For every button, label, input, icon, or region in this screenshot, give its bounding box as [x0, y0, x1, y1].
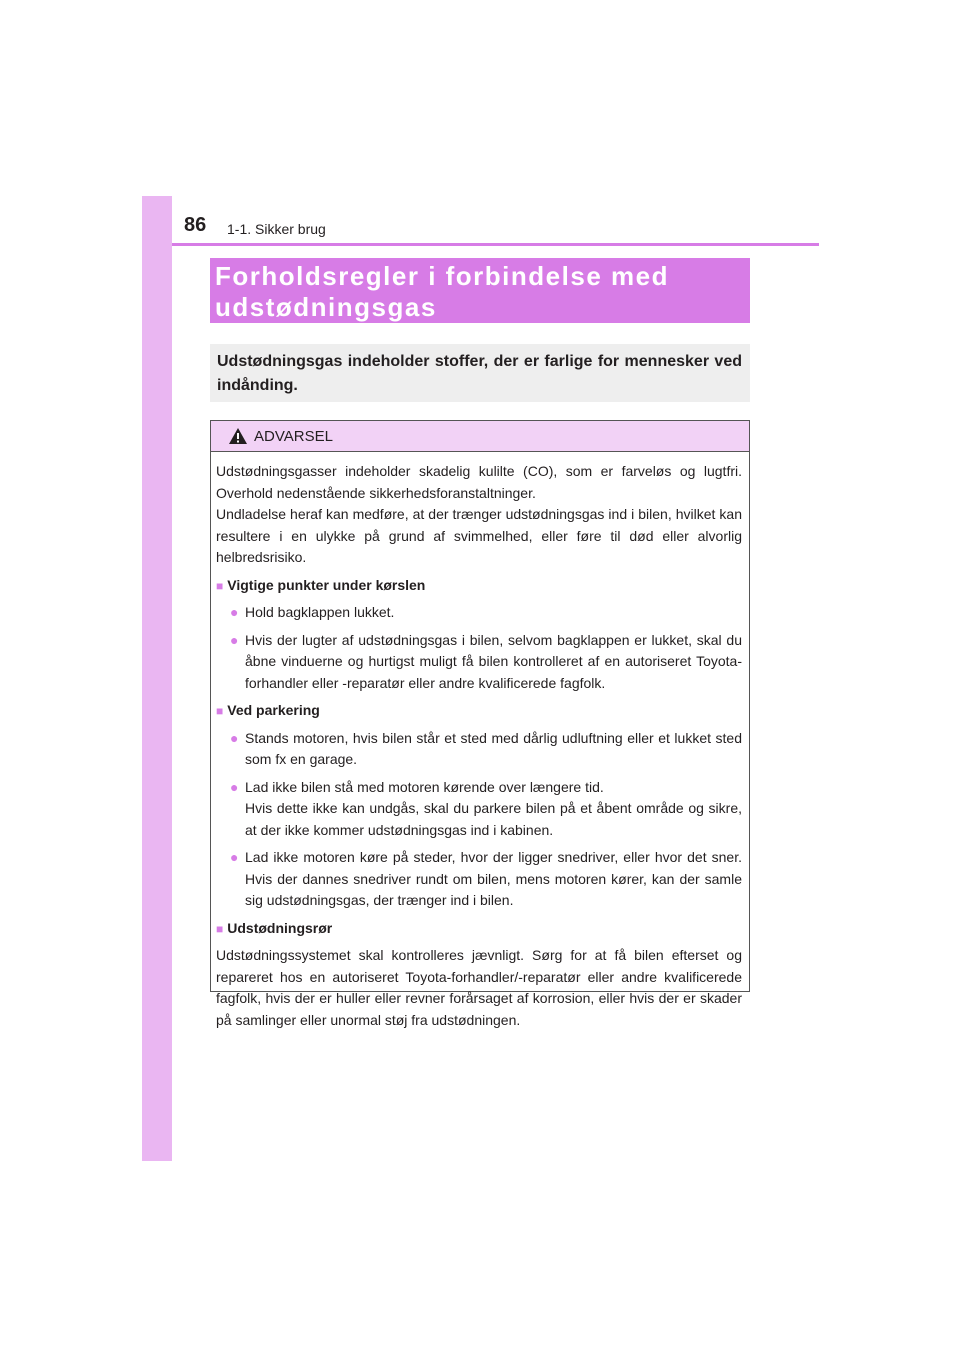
square-bullet-icon: ■ [216, 704, 224, 718]
list-item [230, 777, 742, 842]
circle-bullet-icon: ● [230, 849, 239, 865]
square-bullet-icon: ■ [216, 921, 224, 936]
section-heading-text: Ved parkering [227, 702, 320, 718]
section-heading-exhaust [216, 918, 742, 941]
list-item [230, 728, 742, 771]
side-tab-strip [142, 196, 172, 1161]
list-item [230, 602, 742, 624]
circle-bullet-icon: ● [230, 631, 239, 648]
list-item-continuation: Hvis dette ikke kan undgås, skal du parkere bilen på et åbent område og sikre, at der ikke kommer udstødningsgas ind i kabinen. [245, 800, 742, 838]
list-item-text: Stands motoren, hvis bilen står et sted med dårlig udluftning eller et lukket sted som fx en garage. [245, 729, 742, 767]
list-item-text: Lad ikke motoren køre på steder, hvor der ligger snedriver, eller hvor det sner. Hvis der dannes snedriver rundt om bilen, mens motoren kører, kan der samle sig udstødningsgas, der trænger ind i bilen. [245, 849, 742, 908]
warning-paragraph: Undladelse heraf kan medføre, at der trænger udstødningsgas ind i bilen, hvilket kan resultere i en ulykke på grund af svimmelhed, eller føre til død eller alvorlig helbredsrisiko. [216, 506, 742, 565]
page-title [215, 261, 750, 323]
list-item-text: Hold bagklappen lukket. [245, 604, 395, 620]
section-label: 1-1. Sikker brug [227, 221, 326, 237]
intro-box [210, 344, 750, 402]
warning-body [211, 452, 749, 1031]
page-title-line-1: Forholdsregler i forbindelse med [215, 261, 669, 291]
list-item-text: Lad ikke bilen stå med motoren kørende over længere tid. [245, 778, 604, 795]
list-item [230, 847, 742, 912]
section-heading-text: Vigtige punkter under kørslen [227, 576, 426, 593]
circle-bullet-icon: ● [230, 778, 239, 795]
circle-bullet-icon: ● [230, 729, 239, 746]
list-item [230, 630, 742, 695]
circle-bullet-icon: ● [230, 604, 239, 620]
square-bullet-icon: ■ [216, 578, 224, 593]
warning-triangle-icon [228, 427, 248, 445]
list-item-text: Hvis der lugter af udstødningsgas i bilen, selvom bagklappen er lukket, skal du åbne vinduerne og hurtigst muligt få bilen kontrolleret af en autoriseret Toyota-forhandler eller -reparatør eller andre kvalificerede fagfolk. [245, 631, 742, 691]
warning-box [210, 420, 750, 1028]
intro-text: Udstødningsgas indeholder stoffer, der er farlige for mennesker ved indånding. [217, 353, 742, 394]
warning-paragraph: Udstødningsgasser indeholder skadelig kulilte (CO), som er farveløs og lugtfri. Overhold nedenstående sikkerhedsforanstaltninger. [216, 463, 742, 501]
warning-header [211, 421, 749, 452]
section-text: Udstødningssystemet skal kontrolleres jævnligt. Sørg for at få bilen efterset og repareret hos en autoriseret Toyota-forhandler/-reparatør eller andre kvalificerede fagfolk, hvis der er huller eller revner forårsaget af korrosion, eller hvis der er skader på samlinger eller unormal støj fra udstødningen. [216, 947, 742, 1028]
page-title-line-2: udstødningsgas [215, 292, 437, 322]
page-title-box [210, 258, 750, 323]
page-number: 86 [184, 214, 207, 236]
section-heading-text: Udstødningsrør [227, 919, 333, 936]
header-rule [172, 243, 819, 246]
section-heading-driving [216, 575, 742, 598]
section-heading-parking [216, 700, 742, 723]
warning-label: ADVARSEL [254, 427, 333, 445]
